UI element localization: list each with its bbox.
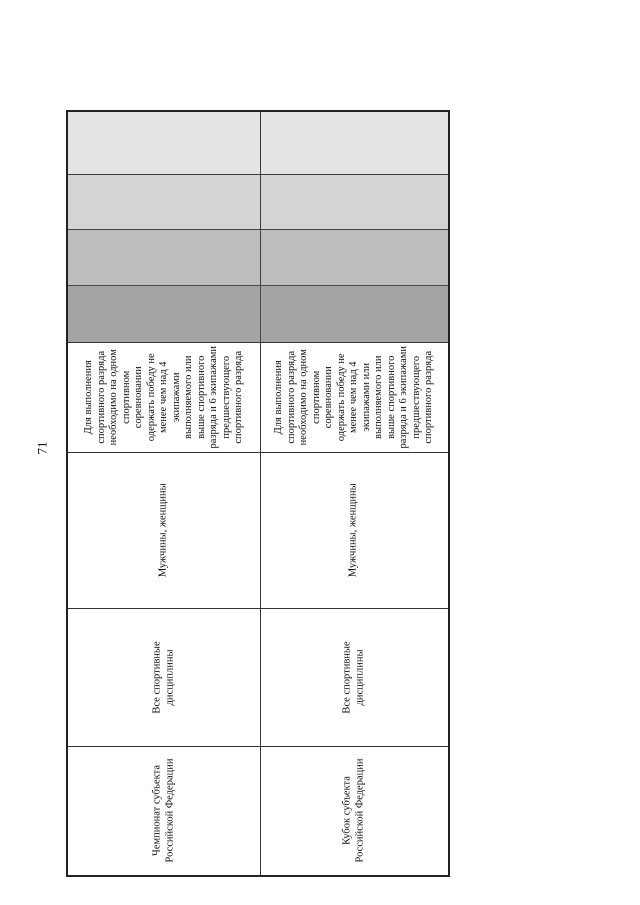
disciplines-cell: [260, 608, 448, 746]
disciplines-text: Все спортивные дисциплины: [151, 640, 175, 714]
condition-cell: [260, 342, 448, 452]
competition-cell: [260, 746, 448, 875]
condition-text: Для выполнения спортивного разряда необходимо на одном спортивном соревновании одержать победу не менее чем над 4 экипажами или выполняемого или выше спортивного разряда и 6 экипажами предшествующего спортивного разряда: [272, 345, 434, 449]
rank-shaded-column: [68, 112, 448, 174]
sports-rank-table: [66, 110, 450, 877]
rank-shaded-column: [68, 229, 448, 285]
rank-shaded-column: [68, 285, 448, 342]
competition-text: Кубок субъекта Российской Федерации: [341, 758, 365, 863]
rank-shaded-column: [68, 174, 448, 229]
disciplines-cell: [68, 608, 260, 746]
participants-cell: [68, 452, 260, 608]
competition-cell: [68, 746, 260, 875]
condition-text: Для выполнения спортивного разряда необходимо на одном спортивном соревновании одержать победу не менее чем над 4 экипажами выполняемого или выше спортивного разряда и 6 экипажами предшествующего спортивного разряда: [82, 345, 244, 449]
participants-text: Мужчины, женщины: [347, 483, 359, 577]
page-number: 71: [34, 441, 50, 455]
condition-cell: [68, 342, 260, 452]
competition-text: Чемпионат субъекта Российской Федерации: [151, 758, 175, 863]
disciplines-text: Все спортивные дисциплины: [341, 640, 365, 714]
participants-text: Мужчины, женщины: [157, 483, 169, 577]
participants-cell: [260, 452, 448, 608]
